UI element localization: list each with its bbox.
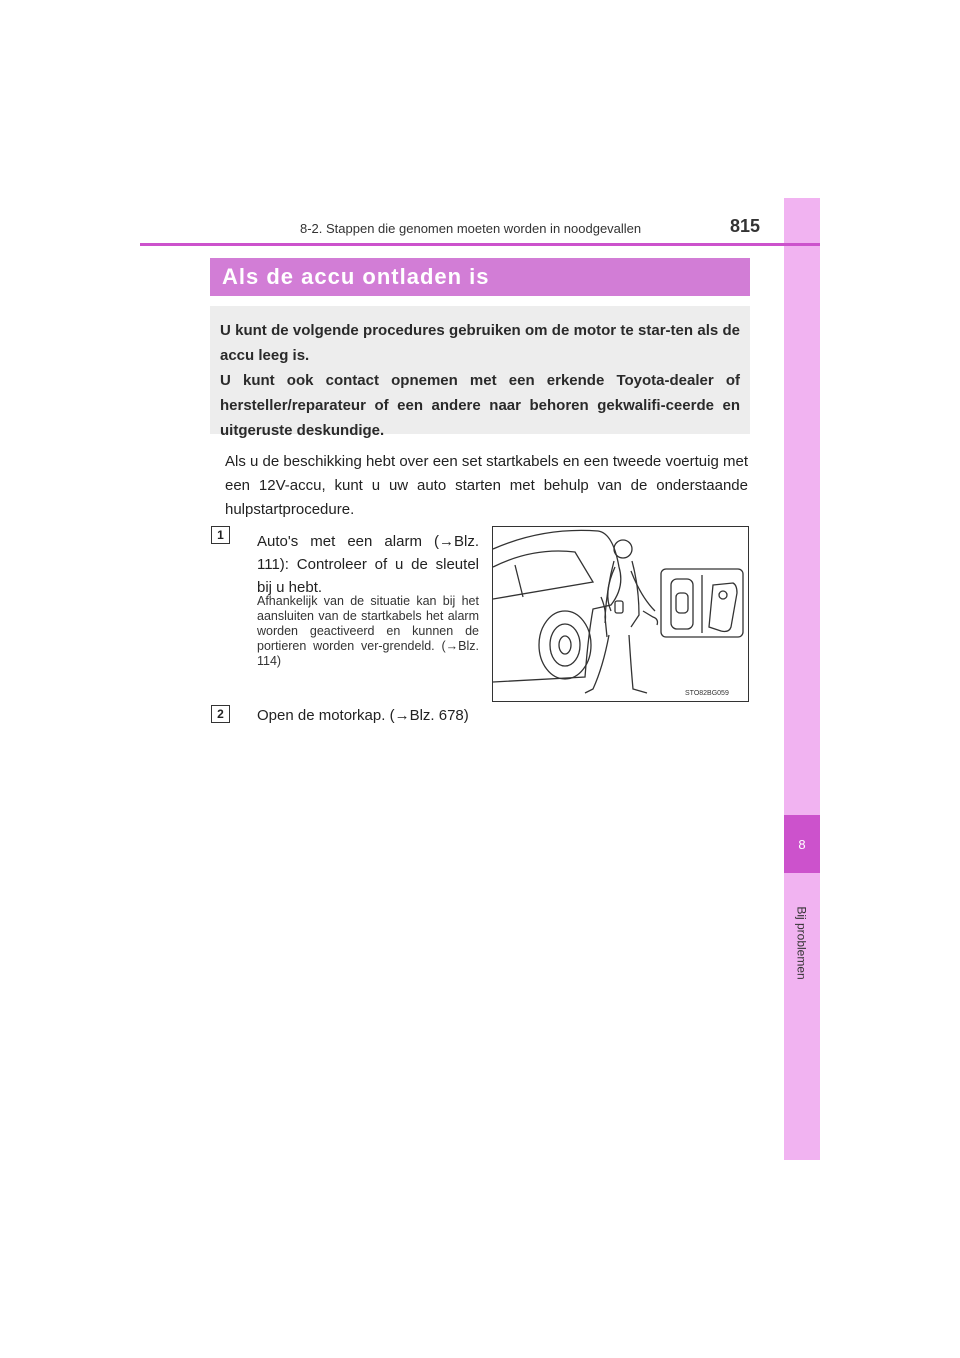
running-header: 8-2. Stappen die genomen moeten worden in noodgevallen bbox=[300, 221, 642, 236]
section-title-text: Als de accu ontladen is bbox=[222, 264, 490, 289]
illustration-car-key bbox=[492, 526, 749, 702]
chapter-title-text: Bij problemen bbox=[795, 906, 809, 980]
chapter-side-tab bbox=[784, 198, 820, 1160]
illustration-code: STO82BG059 bbox=[685, 690, 729, 697]
intro-paragraph-1: U kunt de volgende procedures gebruiken om de motor te star-ten als de accu leeg is. bbox=[220, 322, 740, 364]
car-person-key-drawing bbox=[493, 527, 748, 701]
body-paragraph: Als u de beschikking hebt over een set startkabels en een tweede voertuig met een 12V-accu, kunt u uw auto starten met behulp van de onderstaande hulpstartprocedure. bbox=[225, 453, 748, 518]
intro-paragraph-2: U kunt ook contact opnemen met een erkende Toyota-dealer of hersteller/reparateur of een andere naar behoren gekwalifi-ceerde en uitgeruste deskundige. bbox=[220, 372, 740, 439]
step-1-note: Afhankelijk van de situatie kan bij het aansluiten van de startkabels het alarm worden geactiveerd en kunnen de portieren worden ver-grendeld. (→Blz. 114) bbox=[257, 594, 479, 668]
step-number-1: 1 bbox=[211, 526, 230, 544]
step-2-text: Open de motorkap. (→Blz. 678) bbox=[257, 707, 469, 724]
step-number-2: 2 bbox=[211, 705, 230, 723]
page-number: 815 bbox=[730, 216, 761, 236]
section-title bbox=[210, 258, 750, 296]
step-1-text: Auto's met een alarm (→Blz. 111): Controleer of u de sleutel bij u hebt. bbox=[257, 533, 479, 596]
chapter-number: 8 bbox=[784, 815, 820, 873]
header-rule bbox=[140, 243, 820, 246]
intro-box bbox=[210, 306, 750, 439]
chapter-title bbox=[784, 873, 820, 1013]
